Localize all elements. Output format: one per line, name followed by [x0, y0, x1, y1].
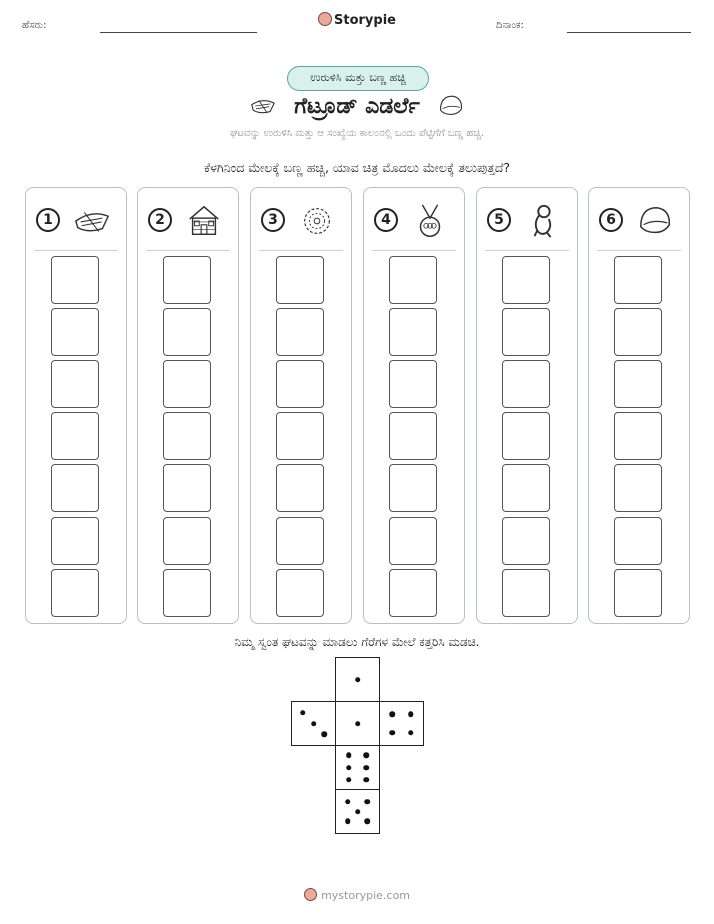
brand-name: Storypie — [334, 13, 396, 28]
color-box[interactable] — [614, 517, 662, 565]
pip — [345, 819, 351, 825]
pip — [355, 809, 361, 815]
color-box[interactable] — [389, 360, 437, 408]
name-label: ಹೆಸರು: — [22, 20, 47, 31]
footer-url: mystorypie.com — [321, 889, 410, 902]
pip — [345, 799, 351, 805]
page-title: ಗೆಟ್ರೂಡ್ ಎಡರ್ಲೆ — [294, 93, 420, 119]
storypie-logo-icon — [318, 12, 332, 26]
pip — [389, 730, 395, 736]
pip — [355, 721, 361, 727]
color-box[interactable] — [163, 256, 211, 304]
column-number: 5 — [487, 208, 511, 232]
color-box[interactable] — [389, 517, 437, 565]
footer — [0, 888, 714, 902]
color-box[interactable] — [502, 308, 550, 356]
color-box[interactable] — [163, 308, 211, 356]
color-box[interactable] — [614, 308, 662, 356]
name-line[interactable] — [100, 32, 257, 33]
color-box[interactable] — [389, 256, 437, 304]
pip — [408, 711, 414, 717]
color-box[interactable] — [276, 360, 324, 408]
color-box[interactable] — [276, 256, 324, 304]
color-box[interactable] — [276, 412, 324, 460]
color-box[interactable] — [502, 412, 550, 460]
column-header — [148, 202, 232, 242]
column-6 — [588, 187, 690, 624]
color-box[interactable] — [51, 412, 99, 460]
pip — [408, 730, 414, 736]
color-box[interactable] — [163, 412, 211, 460]
column-4 — [363, 187, 465, 624]
color-box[interactable] — [502, 360, 550, 408]
rope-knot-icon — [523, 202, 563, 240]
color-box[interactable] — [51, 360, 99, 408]
color-box[interactable] — [163, 517, 211, 565]
pip — [365, 799, 371, 805]
color-box[interactable] — [276, 464, 324, 512]
color-box[interactable] — [614, 569, 662, 617]
swim-cap-icon — [437, 92, 465, 120]
pip — [363, 753, 369, 759]
column-number: 4 — [374, 208, 398, 232]
column-header — [599, 202, 683, 242]
pip — [355, 677, 361, 683]
olympic-medal-icon — [410, 202, 450, 240]
pip — [363, 765, 369, 771]
die-face-1 — [335, 657, 380, 702]
column-header — [36, 202, 120, 242]
column-number: 6 — [599, 208, 623, 232]
color-box[interactable] — [502, 256, 550, 304]
rowboat-icon — [249, 92, 277, 120]
color-box[interactable] — [502, 464, 550, 512]
column-5 — [476, 187, 578, 624]
title-row — [0, 92, 714, 124]
die-face-6 — [335, 745, 380, 790]
column-divider — [372, 250, 456, 251]
color-box[interactable] — [276, 308, 324, 356]
color-box[interactable] — [51, 308, 99, 356]
color-box[interactable] — [163, 360, 211, 408]
color-box[interactable] — [163, 464, 211, 512]
column-header — [261, 202, 345, 242]
activity-badge: ಉರುಳಿಸಿ ಮತ್ತು ಬಣ್ಣ ಹಚ್ಚಿ — [287, 66, 429, 91]
color-box[interactable] — [389, 308, 437, 356]
column-divider — [146, 250, 230, 251]
color-box[interactable] — [51, 517, 99, 565]
column-2 — [137, 187, 239, 624]
color-box[interactable] — [51, 256, 99, 304]
house-icon — [184, 202, 224, 240]
pip — [346, 765, 352, 771]
color-box[interactable] — [614, 412, 662, 460]
color-box[interactable] — [614, 464, 662, 512]
column-divider — [485, 250, 569, 251]
pip — [322, 732, 328, 738]
flower-wreath-icon — [297, 202, 337, 240]
color-box[interactable] — [51, 569, 99, 617]
pip — [363, 777, 369, 783]
rowboat-icon — [72, 202, 112, 240]
die-face-3 — [291, 701, 336, 746]
color-box[interactable] — [502, 517, 550, 565]
column-number: 3 — [261, 208, 285, 232]
color-box[interactable] — [389, 412, 437, 460]
color-box[interactable] — [389, 569, 437, 617]
date-line[interactable] — [567, 32, 691, 33]
pip — [346, 777, 352, 783]
column-number: 2 — [148, 208, 172, 232]
color-box[interactable] — [276, 517, 324, 565]
column-header — [487, 202, 571, 242]
cut-instructions: ನಿಮ್ಮ ಸ್ವಂತ ಘಟವನ್ನು ಮಾಡಲು ಗೆರೆಗಳ ಮೇಲೆ ಕತ್ತರಿಸಿ ಮಡಚಿ. — [234, 635, 480, 649]
pip — [311, 721, 317, 727]
column-divider — [597, 250, 681, 251]
color-box[interactable] — [163, 569, 211, 617]
question-text: ಕೆಳಗಿನಿಂದ ಮೇಲಕ್ಕೆ ಬಣ್ಣ ಹಚ್ಚಿ, ಯಾವ ಚಿತ್ರ ಮೊದಲು ಮೇಲಕ್ಕೆ ತಲುಪುತ್ತದೆ? — [203, 160, 511, 175]
color-box[interactable] — [389, 464, 437, 512]
color-box[interactable] — [614, 360, 662, 408]
column-1 — [25, 187, 127, 624]
die-face-4 — [379, 701, 424, 746]
column-divider — [34, 250, 118, 251]
die-face-5 — [335, 789, 380, 834]
pip — [365, 819, 371, 825]
column-3 — [250, 187, 352, 624]
die-face-1 — [335, 701, 380, 746]
brand-logo — [0, 12, 714, 28]
swim-cap-icon — [635, 202, 675, 240]
storypie-footer-logo-icon — [304, 888, 317, 901]
pip — [346, 753, 352, 759]
date-label: ದಿನಾಂಕ: — [496, 20, 524, 31]
instructions-subtitle: ಘಟವನ್ನು ಉರುಳಿಸಿ ಮತ್ತು ಆ ಸಂಖ್ಯೆಯ ಕಾಲಂನಲ್ಲಿ ಒಂದು ಪೆಟ್ಟಿಗೆಗೆ ಬಣ್ಣ ಹಚ್ಚಿ. — [229, 128, 485, 139]
column-divider — [259, 250, 343, 251]
color-box[interactable] — [276, 569, 324, 617]
color-box[interactable] — [51, 464, 99, 512]
pip — [389, 711, 395, 717]
color-box[interactable] — [614, 256, 662, 304]
pip — [300, 710, 306, 716]
color-box[interactable] — [502, 569, 550, 617]
column-header — [374, 202, 458, 242]
column-number: 1 — [36, 208, 60, 232]
